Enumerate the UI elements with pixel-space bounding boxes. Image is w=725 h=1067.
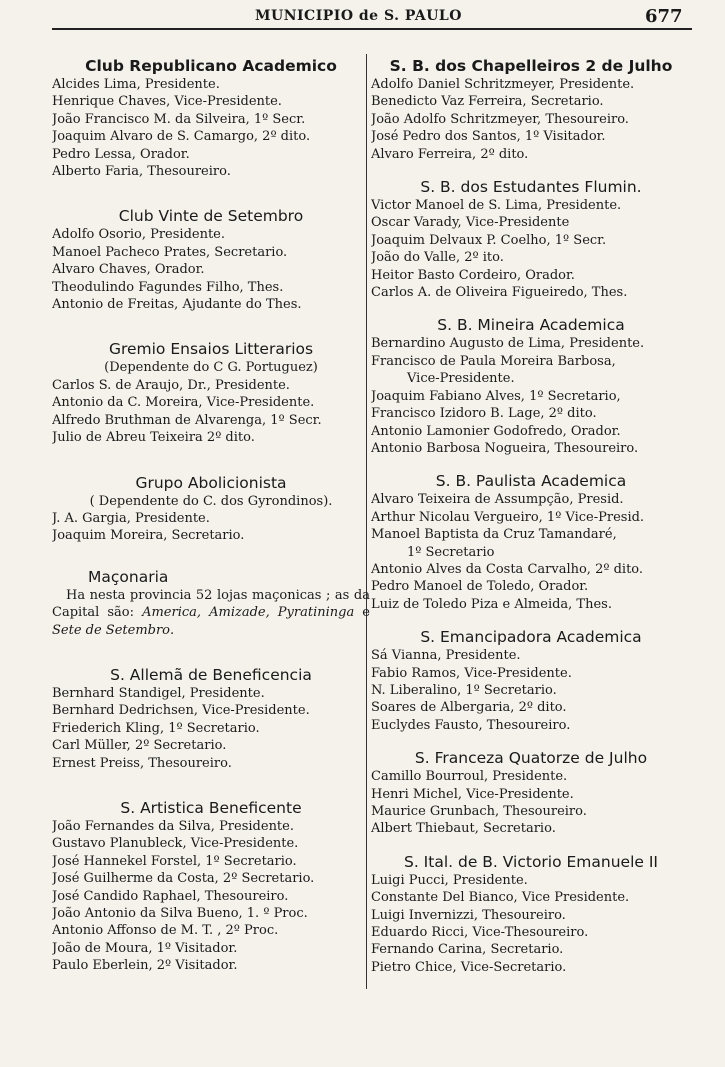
header-rule (52, 28, 692, 30)
entry-line: José Pedro dos Santos, 1º Visitador. (371, 129, 606, 145)
section-heading: S. Allemã de Beneficencia (110, 665, 312, 684)
entry-line: Antonio da C. Moreira, Vice-Presidente. (52, 395, 315, 411)
entry-line: Albert Thiebaut, Secretario. (371, 821, 556, 837)
entry-line: Bernardino Augusto de Lima, Presidente. (371, 336, 645, 352)
entry-line: J. A. Gargia, Presidente. (52, 510, 210, 526)
entry-line: João Antonio da Silva Bueno, 1. º Proc. (52, 906, 308, 921)
entry-line: Pedro Manoel de Toledo, Orador. (371, 579, 589, 595)
para-end: . (170, 622, 175, 638)
entry-line: Joaquim Alvaro de S. Camargo, 2º dito. (52, 129, 311, 145)
entry-line: Carlos S. de Araujo, Dr., Presidente. (52, 377, 290, 393)
entry-line: Gustavo Planubleck, Vice-Presidente. (52, 836, 299, 852)
section-gremio-ensaios (52, 339, 370, 446)
page-number: 677 (645, 6, 683, 27)
entry-line: Joaquim Delvaux P. Coelho, 1º Secr. (371, 232, 607, 248)
para-mid: e (354, 605, 370, 621)
running-title: MUNICIPIO de S. PAULO (255, 8, 462, 24)
entry-line: Joaquim Moreira, Secretario. (52, 528, 245, 544)
entry-line: Bernhard Standigel, Presidente. (52, 685, 265, 701)
section-paulista (371, 471, 691, 613)
section-artistica (52, 798, 370, 975)
entry-line: Alvaro Ferreira, 2º dito. (371, 146, 529, 162)
page-header (0, 4, 725, 30)
section-allema (52, 665, 370, 772)
entry-line: Antonio Affonso de M. T. , 2º Proc. (52, 923, 279, 939)
para-italic: America, Amizade, Pyratininga (142, 605, 355, 621)
section-heading: S. Emancipadora Academica (420, 628, 642, 647)
entry-line: 1º Secretario (407, 544, 495, 560)
entry-line: João do Valle, 2º ito. (371, 250, 504, 266)
para-text: Ha nesta provincia 52 lojas maçonicas ; as da Capital são: (52, 587, 370, 621)
entry-line: Sá Vianna, Presidente. (371, 648, 521, 664)
section-heading: S. Franceza Quatorze de Julho (414, 749, 648, 768)
section-heading: Maçonaria (88, 567, 169, 586)
entry-line: Antonio Alves da Costa Carvalho, 2º dito. (371, 561, 644, 577)
entry-line: N. Liberalino, 1º Secretario. (371, 682, 557, 698)
entry-line: Euclydes Fausto, Thesoureiro. (371, 717, 571, 733)
entry-line: Luiz de Toledo Piza e Almeida, Thes. (371, 596, 612, 612)
entry-line: Antonio de Freitas, Ajudante do Thes. (52, 297, 302, 313)
entry-line: Pedro Lessa, Orador. (52, 146, 190, 162)
entry-line: José Candido Raphael, Thesoureiro. (52, 888, 289, 904)
entry-line: Alberto Faria, Thesoureiro. (52, 164, 231, 180)
section-italiana (371, 852, 691, 976)
entry-line: Pietro Chice, Vice-Secretario. (371, 959, 567, 975)
section-maconaria (52, 567, 370, 639)
entry-line: Manoel Pacheco Prates, Secretario. (52, 244, 288, 260)
section-note: (Dependente do C G. Portuguez) (104, 360, 318, 376)
section-franceza (371, 748, 691, 838)
entry-line: João Francisco M. da Silveira, 1º Secr. (52, 111, 306, 127)
section-emancipadora (371, 627, 691, 734)
entry-line: Eduardo Ricci, Vice-Thesoureiro. (371, 925, 589, 941)
entry-line: Fernando Carina, Secretario. (371, 942, 564, 958)
section-heading: Club Vinte de Setembro (118, 207, 304, 226)
entry-line: Ernest Preiss, Thesoureiro. (52, 755, 232, 771)
section-heading: S. B. Paulista Academica (435, 472, 627, 491)
section-heading: S. B. dos Chapelleiros 2 de Julho (389, 57, 673, 75)
entry-line: Victor Manoel de S. Lima, Presidente. (371, 198, 622, 214)
section-club-republicano (52, 56, 370, 180)
maconaria-paragraph (52, 587, 370, 639)
entry-line: Carl Müller, 2º Secretario. (52, 738, 227, 754)
entry-line: Heitor Basto Cordeiro, Orador. (371, 267, 575, 283)
section-heading: S. B. dos Estudantes Flumin. (420, 178, 642, 197)
entry-line: João Fernandes da Silva, Presidente. (52, 818, 294, 834)
entry-line: Manoel Baptista da Cruz Tamandaré, (371, 527, 617, 543)
section-note: ( Dependente do C. dos Gyrondinos). (89, 493, 333, 509)
section-grupo-abolicionista (52, 473, 370, 545)
entry-line: Adolfo Osorio, Presidente. (52, 227, 226, 243)
entry-line: João de Moura, 1º Visitador. (52, 940, 238, 956)
entry-line: Friederich Kling, 1º Secretario. (52, 720, 260, 736)
entry-line: Alvaro Teixeira de Assumpção, Presid. (371, 492, 624, 508)
entry-line: Alfredo Bruthman de Alvarenga, 1º Secr. (52, 412, 322, 428)
entry-line: Fabio Ramos, Vice-Presidente. (371, 665, 572, 681)
entry-line: Henri Michel, Vice-Presidente. (371, 786, 574, 802)
entry-line: Julio de Abreu Teixeira 2º dito. (52, 430, 255, 446)
entry-line: Antonio Lamonier Godofredo, Orador. (371, 423, 621, 439)
entry-line: Theodulindo Fagundes Filho, Thes. (52, 279, 284, 295)
entry-line: Alvaro Chaves, Orador. (52, 262, 205, 278)
entry-line: Alcides Lima, Presidente. (52, 77, 220, 92)
entry-line: João Adolfo Schritzmeyer, Thesoureiro. (371, 111, 629, 127)
entry-line: Vice-Presidente. (407, 371, 515, 387)
section-estudantes-flumin (371, 177, 691, 301)
section-heading: Club Republicano Academico (85, 57, 337, 75)
entry-line: Soares de Albergaria, 2º dito. (371, 700, 567, 716)
section-mineira (371, 315, 691, 457)
entry-line: Oscar Varady, Vice-Presidente (371, 215, 570, 231)
entry-line: Camillo Bourroul, Presidente. (371, 769, 568, 785)
entry-line: Luigi Invernizzi, Thesoureiro. (371, 907, 566, 923)
para-italic-2: Sete de Setembro (52, 622, 171, 638)
section-heading: S. B. Mineira Academica (437, 316, 625, 335)
section-chapelleiros (371, 56, 691, 163)
left-column (52, 36, 370, 1036)
entry-line: Constante Del Bianco, Vice Presidente. (371, 890, 630, 906)
entry-line: Luigi Pucci, Presidente. (371, 872, 528, 888)
entry-line: Francisco de Paula Moreira Barbosa, (371, 353, 616, 369)
section-heading: S. Artistica Beneficente (120, 798, 302, 817)
entry-line: José Guilherme da Costa, 2º Secretario. (52, 871, 315, 887)
right-column (371, 36, 691, 1036)
entry-line: Arthur Nicolau Vergueiro, 1º Vice-Presid. (371, 509, 645, 525)
entry-line: Antonio Barbosa Nogueira, Thesoureiro. (371, 440, 639, 456)
entry-line: Adolfo Daniel Schritzmeyer, Presidente. (371, 77, 635, 92)
entry-line: Carlos A. de Oliveira Figueiredo, Thes. (371, 285, 628, 301)
entry-line: Benedicto Vaz Ferreira, Secretario. (371, 94, 604, 110)
entry-line: Henrique Chaves, Vice-Presidente. (52, 94, 282, 110)
entry-line: Bernhard Dedrichsen, Vice-Presidente. (52, 703, 310, 719)
section-club-vinte (52, 206, 370, 313)
entry-line: Paulo Eberlein, 2º Visitador. (52, 958, 238, 974)
entry-line: Maurice Grunbach, Thesoureiro. (371, 804, 587, 819)
section-heading: S. Ital. de B. Victorio Emanuele II (403, 852, 659, 871)
entry-line: José Hannekel Forstel, 1º Secretario. (52, 853, 297, 869)
section-heading: Grupo Abolicionista (135, 473, 287, 492)
entry-line: Francisco Izidoro B. Lage, 2º dito. (371, 406, 597, 422)
section-heading: Gremio Ensaios Litterarios (108, 340, 314, 359)
entry-line: Joaquim Fabiano Alves, 1º Secretario, (371, 388, 621, 404)
